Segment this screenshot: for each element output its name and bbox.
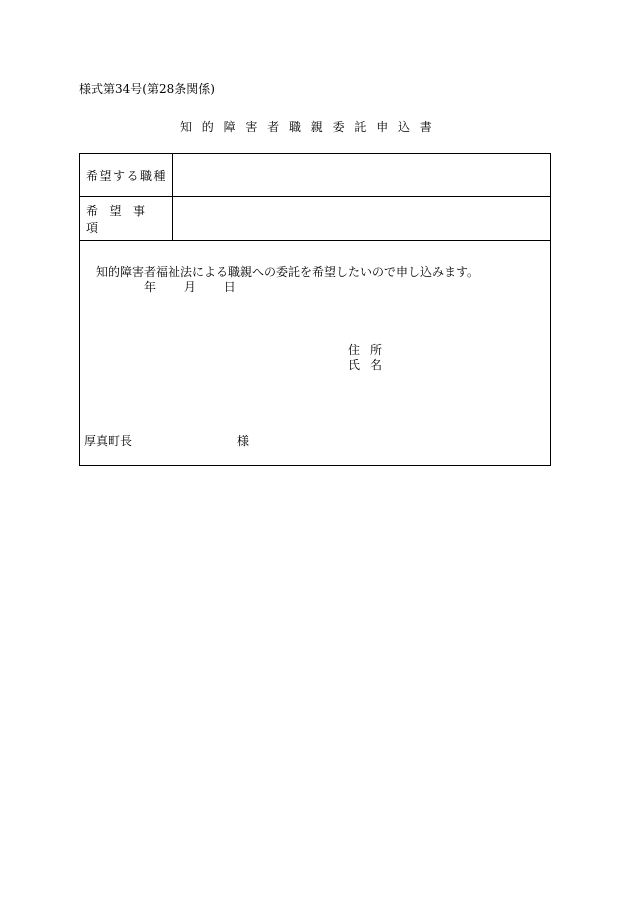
address-label: 住所 bbox=[348, 343, 393, 357]
name-label: 氏名 bbox=[348, 358, 393, 372]
date-line bbox=[144, 278, 236, 295]
desired-matters-field[interactable] bbox=[173, 197, 550, 240]
desired-occupation-row bbox=[80, 154, 550, 197]
desired-matters-label: 希望事項 bbox=[80, 197, 173, 240]
desired-occupation-label: 希望する職種 bbox=[80, 154, 173, 196]
honorific: 様 bbox=[237, 434, 250, 448]
document-title: 知的障害者職親委託申込書 bbox=[180, 120, 442, 134]
date-year-label: 年 bbox=[144, 280, 157, 294]
application-form bbox=[79, 153, 551, 466]
application-statement: 知的障害者福祉法による職親への委託を希望したいので申し込みます。 bbox=[96, 265, 480, 279]
application-body bbox=[80, 241, 550, 465]
form-number: 様式第34号(第28条関係) bbox=[79, 82, 215, 96]
desired-matters-row bbox=[80, 197, 550, 241]
desired-occupation-field[interactable] bbox=[173, 154, 550, 196]
addressee: 厚真町長 bbox=[84, 434, 133, 448]
date-day-label: 日 bbox=[223, 280, 236, 294]
date-month-label: 月 bbox=[183, 280, 196, 294]
